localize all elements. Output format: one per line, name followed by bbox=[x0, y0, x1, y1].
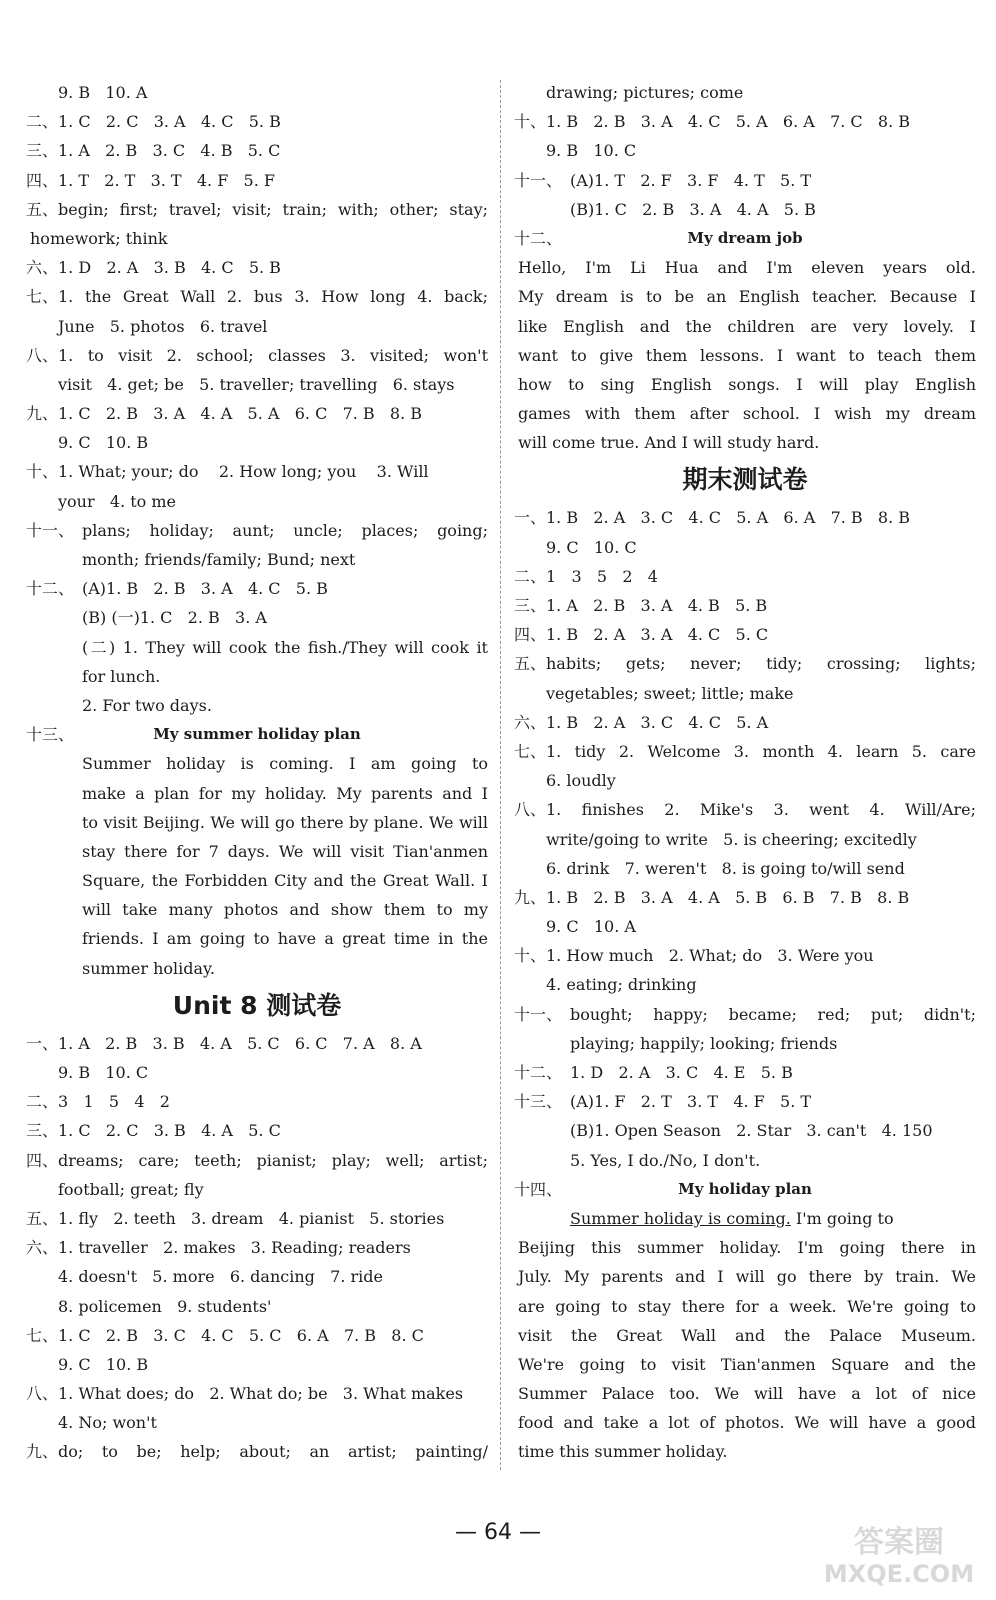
answer-text: 1. B 2. A 3. C 4. C 5. A 6. A 7. B 8. B bbox=[546, 508, 911, 528]
answer-line bbox=[514, 737, 976, 766]
answer-line bbox=[26, 1116, 488, 1145]
answer-text: 1. A 2. B 3. B 4. A 5. C 6. C 7. A 8. A bbox=[58, 1033, 422, 1053]
question-number: 二、 bbox=[26, 112, 59, 132]
question-number: 十、 bbox=[514, 946, 547, 966]
answer-text: playing; happily; looking; friends bbox=[570, 1033, 838, 1053]
left-column bbox=[26, 78, 488, 1467]
question-number: 十四、 bbox=[514, 1179, 563, 1199]
answer-line bbox=[26, 779, 488, 808]
question-number: 四、 bbox=[26, 1150, 59, 1170]
answer-text: 1. What does; do 2. What do; be 3. What makes bbox=[58, 1384, 464, 1404]
answer-line bbox=[514, 1000, 976, 1029]
essay-line: will take many photos and show them to my bbox=[82, 900, 488, 920]
answer-text: (A)1. B 2. B 3. A 4. C 5. B bbox=[82, 579, 328, 599]
answer-line bbox=[26, 516, 488, 545]
answer-text: dreams; care; teeth; pianist; play; well; artist; bbox=[58, 1150, 488, 1170]
answer-line bbox=[26, 1321, 488, 1350]
answer-line bbox=[26, 370, 488, 399]
answer-line bbox=[514, 562, 976, 591]
question-number: 六、 bbox=[26, 258, 59, 278]
answer-text: (B) (一)1. C 2. B 3. A bbox=[82, 608, 267, 628]
answer-line bbox=[26, 603, 488, 632]
answer-text: (A)1. F 2. T 3. T 4. F 5. T bbox=[570, 1092, 812, 1112]
answer-text: 1. to visit 2. school; classes 3. visited; won't bbox=[58, 345, 488, 365]
answer-text: 4. doesn't 5. more 6. dancing 7. ride bbox=[58, 1267, 383, 1287]
answer-line bbox=[514, 107, 976, 136]
answer-line bbox=[26, 895, 488, 924]
answer-text: 9. B 10. C bbox=[58, 1063, 149, 1082]
answer-line bbox=[26, 691, 488, 720]
answer-text: plans; holiday; aunt; uncle; places; going; bbox=[82, 520, 488, 540]
answer-line bbox=[26, 837, 488, 866]
answer-text: vegetables; sweet; little; make bbox=[546, 683, 794, 703]
answer-text: begin; first; travel; visit; train; with; other; stay; bbox=[58, 199, 488, 219]
answer-text: 1. the Great Wall 2. bus 3. How long 4. back; bbox=[58, 287, 488, 307]
answer-text: 4. No; won't bbox=[58, 1413, 157, 1433]
essay-line: are going to stay there for a week. We're going to bbox=[518, 1296, 976, 1316]
answer-line bbox=[26, 808, 488, 837]
question-number: 五、 bbox=[514, 654, 547, 674]
answer-line bbox=[26, 1437, 488, 1466]
answer-text: (B)1. Open Season 2. Star 3. can't 4. 150 bbox=[570, 1121, 933, 1141]
answer-line bbox=[514, 854, 976, 883]
answer-text: 1. fly 2. teeth 3. dream 4. pianist 5. stories bbox=[58, 1208, 445, 1228]
answer-line bbox=[514, 970, 976, 999]
answer-line bbox=[26, 107, 488, 136]
essay-line: Summer Palace too. We will have a lot of nice bbox=[518, 1384, 976, 1404]
answer-text: (A)1. T 2. F 3. F 4. T 5. T bbox=[570, 170, 812, 190]
question-number: 七、 bbox=[26, 1325, 59, 1345]
essay-line: Square, the Forbidden City and the Great Wall. I bbox=[82, 871, 488, 891]
answer-line bbox=[26, 1146, 488, 1175]
essay-line: how to sing English songs. I will play English bbox=[518, 374, 976, 394]
answer-line bbox=[514, 312, 976, 341]
question-number: 十一、 bbox=[26, 520, 75, 540]
answer-text: 1. C 2. B 3. A 4. A 5. A 6. C 7. B 8. B bbox=[58, 404, 423, 424]
question-number: 十一、 bbox=[514, 1004, 563, 1024]
answer-text: 9. B 10. A bbox=[58, 83, 148, 102]
essay-line: like English and the children are very lovely. I bbox=[518, 316, 976, 336]
answer-text: visit 4. get; be 5. traveller; travelling 6. stays bbox=[58, 374, 455, 394]
answer-text: 6. loudly bbox=[546, 771, 616, 791]
answer-line bbox=[514, 1437, 976, 1466]
answer-line bbox=[26, 136, 488, 165]
answer-text: 1. B 2. B 3. A 4. A 5. B 6. B 7. B 8. B bbox=[546, 887, 910, 907]
essay-title-row bbox=[514, 224, 976, 253]
answer-line bbox=[26, 574, 488, 603]
answer-text: 1. C 2. B 3. C 4. C 5. C 6. A 7. B 8. C bbox=[58, 1325, 424, 1345]
answer-text: 6. drink 7. weren't 8. is going to/will send bbox=[546, 858, 905, 878]
answer-text: time this summer holiday. bbox=[518, 1442, 728, 1462]
answer-text: drawing; pictures; come bbox=[546, 83, 744, 102]
section-heading bbox=[514, 457, 976, 503]
answer-line bbox=[26, 487, 488, 516]
answer-text: 9. C 10. B bbox=[58, 1354, 149, 1374]
answer-text: 9. B 10. C bbox=[546, 141, 637, 161]
section-title: 期末测试卷 bbox=[682, 465, 808, 495]
answer-line bbox=[514, 825, 976, 854]
answer-line bbox=[514, 620, 976, 649]
answer-line bbox=[514, 1292, 976, 1321]
question-number: 五、 bbox=[26, 199, 59, 219]
answer-line bbox=[514, 679, 976, 708]
answer-text: write/going to write 5. is cheering; excitedly bbox=[546, 829, 917, 849]
question-number: 十三、 bbox=[514, 1092, 563, 1112]
answer-text: for lunch. bbox=[82, 666, 161, 686]
answer-text: football; great; fly bbox=[58, 1179, 204, 1199]
answer-line bbox=[26, 662, 488, 691]
question-number: 十、 bbox=[514, 112, 547, 132]
answer-text: 1. traveller 2. makes 3. Reading; readers bbox=[58, 1238, 411, 1258]
answer-line bbox=[514, 533, 976, 562]
watermark-line1: 答案圈 bbox=[854, 1525, 944, 1560]
answer-line bbox=[26, 312, 488, 341]
essay-line: My dream is to be an English teacher. Because I bbox=[518, 287, 976, 307]
answer-line bbox=[26, 633, 488, 662]
answer-line bbox=[26, 924, 488, 953]
question-number: 三、 bbox=[514, 596, 547, 615]
question-number: 三、 bbox=[26, 1121, 59, 1141]
answer-text: 1. tidy 2. Welcome 3. month 4. learn 5. care bbox=[546, 741, 976, 761]
answer-line bbox=[514, 912, 976, 941]
question-number: 九、 bbox=[26, 1442, 59, 1462]
essay-line: Summer holiday is coming. I am going to bbox=[82, 754, 488, 774]
answer-line bbox=[514, 1204, 976, 1233]
watermark-line2: MXQE.COM bbox=[823, 1560, 975, 1588]
answer-text: 1. C 2. C 3. A 4. C 5. B bbox=[58, 112, 281, 132]
essay-line: We're going to visit Tian'anmen Square and the bbox=[518, 1354, 976, 1374]
watermark-logo bbox=[814, 1520, 984, 1592]
essay-line-rest: I'm going to bbox=[790, 1208, 894, 1228]
answer-line bbox=[26, 341, 488, 370]
answer-text: month; friends/family; Bund; next bbox=[82, 550, 356, 569]
answer-line bbox=[26, 224, 488, 253]
answer-text: 1. A 2. B 3. C 4. B 5. C bbox=[58, 141, 281, 161]
answer-text: (B)1. C 2. B 3. A 4. A 5. B bbox=[570, 199, 816, 219]
answer-line bbox=[514, 883, 976, 912]
answer-text: 1 3 5 2 4 bbox=[546, 566, 658, 586]
answer-line bbox=[514, 166, 976, 195]
answer-text: 1. What; your; do 2. How long; you 3. Will bbox=[58, 462, 429, 482]
answer-line bbox=[26, 545, 488, 574]
answer-line bbox=[514, 1321, 976, 1350]
answer-line bbox=[26, 166, 488, 195]
answer-text: 1. T 2. T 3. T 4. F 5. F bbox=[58, 170, 276, 190]
question-number: 八、 bbox=[26, 1384, 59, 1404]
question-number: 七、 bbox=[26, 287, 59, 307]
answer-text: bought; happy; became; red; put; didn't; bbox=[570, 1004, 976, 1024]
essay-title: My summer holiday plan bbox=[153, 725, 361, 744]
answer-text: 9. C 10. C bbox=[546, 537, 637, 557]
answer-text: 1. B 2. B 3. A 4. C 5. A 6. A 7. C 8. B bbox=[546, 112, 911, 132]
answer-line bbox=[26, 1087, 488, 1116]
essay-line: make a plan for my holiday. My parents and I bbox=[82, 783, 488, 803]
answer-line bbox=[26, 428, 488, 457]
answer-text: 3 1 5 4 2 bbox=[58, 1092, 170, 1112]
answer-line bbox=[514, 1058, 976, 1087]
answer-line bbox=[514, 136, 976, 165]
answer-text: will come true. And I will study hard. bbox=[518, 433, 820, 453]
answer-text: 1. D 2. A 3. B 4. C 5. B bbox=[58, 258, 281, 278]
answer-line bbox=[26, 1379, 488, 1408]
question-number: 四、 bbox=[26, 170, 59, 190]
answer-line bbox=[26, 78, 488, 107]
essay-line: friends. I am going to have a great time in the bbox=[82, 929, 488, 949]
essay-line bbox=[570, 1204, 894, 1233]
answer-line bbox=[514, 1262, 976, 1291]
question-number: 二、 bbox=[26, 1092, 59, 1112]
question-number: 六、 bbox=[26, 1238, 59, 1258]
answer-text: 2. For two days. bbox=[82, 695, 212, 715]
answer-line bbox=[514, 795, 976, 824]
essay-line: want to give them lessons. I want to teach them bbox=[518, 345, 976, 365]
answer-line bbox=[26, 1350, 488, 1379]
answer-text: 4. eating; drinking bbox=[546, 975, 697, 995]
essay-title-row bbox=[26, 720, 488, 749]
answer-line bbox=[514, 1029, 976, 1058]
answer-line bbox=[26, 1292, 488, 1321]
answer-line bbox=[514, 1087, 976, 1116]
essay-line: visit the Great Wall and the Palace Museum. bbox=[518, 1325, 976, 1345]
question-number: 一、 bbox=[514, 508, 547, 528]
essay-line: to visit Beijing. We will go there by plane. We will bbox=[82, 812, 488, 832]
answer-line bbox=[26, 749, 488, 778]
question-number: 十、 bbox=[26, 462, 59, 482]
answer-line bbox=[26, 282, 488, 311]
answer-text: your 4. to me bbox=[58, 491, 177, 511]
page-number: — 64 — bbox=[455, 1520, 541, 1545]
question-number: 十二、 bbox=[514, 1063, 563, 1082]
question-number: 九、 bbox=[26, 404, 59, 424]
answer-line bbox=[514, 1233, 976, 1262]
answer-line bbox=[514, 428, 976, 457]
question-number: 三、 bbox=[26, 141, 59, 161]
answer-text: 9. C 10. A bbox=[546, 917, 636, 937]
answer-text: June 5. photos 6. travel bbox=[58, 316, 268, 336]
answer-text: 1. A 2. B 3. A 4. B 5. B bbox=[546, 596, 768, 615]
answer-line bbox=[514, 941, 976, 970]
question-number: 五、 bbox=[26, 1208, 59, 1228]
essay-title: My dream job bbox=[687, 228, 803, 247]
section-title: Unit 8 测试卷 bbox=[172, 990, 342, 1020]
answer-line bbox=[26, 1262, 488, 1291]
answer-text: habits; gets; never; tidy; crossing; lights; bbox=[546, 654, 976, 674]
essay-line: Hello, I'm Li Hua and I'm eleven years old. bbox=[518, 258, 976, 278]
answer-text: summer holiday. bbox=[82, 958, 216, 978]
question-number: 十三、 bbox=[26, 725, 75, 745]
answer-line bbox=[514, 78, 976, 107]
right-column bbox=[514, 78, 976, 1467]
answer-line bbox=[514, 370, 976, 399]
question-number: 十二、 bbox=[26, 579, 75, 599]
answer-line bbox=[26, 195, 488, 224]
answer-text: 1. How much 2. What; do 3. Were you bbox=[546, 946, 874, 966]
answer-text: 8. policemen 9. students' bbox=[58, 1296, 272, 1316]
answer-line bbox=[514, 1116, 976, 1145]
answer-text: do; to be; help; about; an artist; painting/ bbox=[58, 1442, 488, 1462]
answer-text: 1. B 2. A 3. A 4. C 5. C bbox=[546, 625, 769, 645]
answer-line bbox=[26, 1204, 488, 1233]
answer-line bbox=[26, 1408, 488, 1437]
answer-line bbox=[514, 282, 976, 311]
answer-line bbox=[26, 253, 488, 282]
answer-line bbox=[514, 253, 976, 282]
answer-line bbox=[26, 1058, 488, 1087]
answer-line bbox=[514, 708, 976, 737]
answer-line bbox=[26, 1029, 488, 1058]
essay-title-row bbox=[514, 1175, 976, 1204]
essay-line: food and take a lot of photos. We will have a good bbox=[518, 1413, 976, 1433]
essay-line: stay there for 7 days. We will visit Tian'anmen bbox=[82, 841, 488, 861]
answer-line bbox=[514, 341, 976, 370]
answer-line bbox=[514, 591, 976, 620]
question-number: 八、 bbox=[514, 800, 547, 820]
essay-line: games with them after school. I wish my dream bbox=[518, 404, 976, 424]
answer-line bbox=[514, 399, 976, 428]
answer-text: (二) 1. They will cook the fish./They will cook it bbox=[82, 637, 488, 657]
answer-line bbox=[26, 866, 488, 895]
answer-text: 1. C 2. C 3. B 4. A 5. C bbox=[58, 1121, 281, 1141]
answer-text: homework; think bbox=[30, 228, 168, 248]
question-number: 九、 bbox=[514, 887, 547, 907]
answer-line bbox=[514, 503, 976, 532]
question-number: 十一、 bbox=[514, 170, 563, 190]
answer-line bbox=[26, 1233, 488, 1262]
question-number: 六、 bbox=[514, 712, 547, 732]
answer-line bbox=[514, 1379, 976, 1408]
answer-line bbox=[26, 954, 488, 983]
question-number: 十二、 bbox=[514, 228, 563, 248]
answer-text: 1. D 2. A 3. C 4. E 5. B bbox=[570, 1063, 793, 1082]
question-number: 一、 bbox=[26, 1033, 59, 1053]
answer-text: 1. finishes 2. Mike's 3. went 4. Will/Are; bbox=[546, 800, 976, 820]
answer-line bbox=[26, 1175, 488, 1204]
answer-text: 5. Yes, I do./No, I don't. bbox=[570, 1150, 761, 1170]
question-number: 二、 bbox=[514, 566, 547, 586]
answer-text: 1. B 2. A 3. C 4. C 5. A bbox=[546, 712, 769, 732]
question-number: 八、 bbox=[26, 345, 59, 365]
answer-line bbox=[514, 766, 976, 795]
answer-text: 9. C 10. B bbox=[58, 433, 149, 453]
section-heading bbox=[26, 983, 488, 1029]
essay-title: My holiday plan bbox=[678, 1179, 812, 1198]
essay-line: Beijing this summer holiday. I'm going there in bbox=[518, 1238, 976, 1258]
answer-line bbox=[26, 457, 488, 486]
answer-line bbox=[26, 399, 488, 428]
question-number: 七、 bbox=[514, 741, 547, 761]
answer-line bbox=[514, 1146, 976, 1175]
underlined-phrase: Summer holiday is coming. bbox=[570, 1208, 791, 1228]
answer-line bbox=[514, 195, 976, 224]
column-divider bbox=[500, 80, 501, 1470]
essay-line: July. My parents and I will go there by train. We bbox=[518, 1267, 976, 1287]
answer-line bbox=[514, 649, 976, 678]
answer-line bbox=[514, 1350, 976, 1379]
question-number: 四、 bbox=[514, 625, 547, 645]
answer-line bbox=[514, 1408, 976, 1437]
